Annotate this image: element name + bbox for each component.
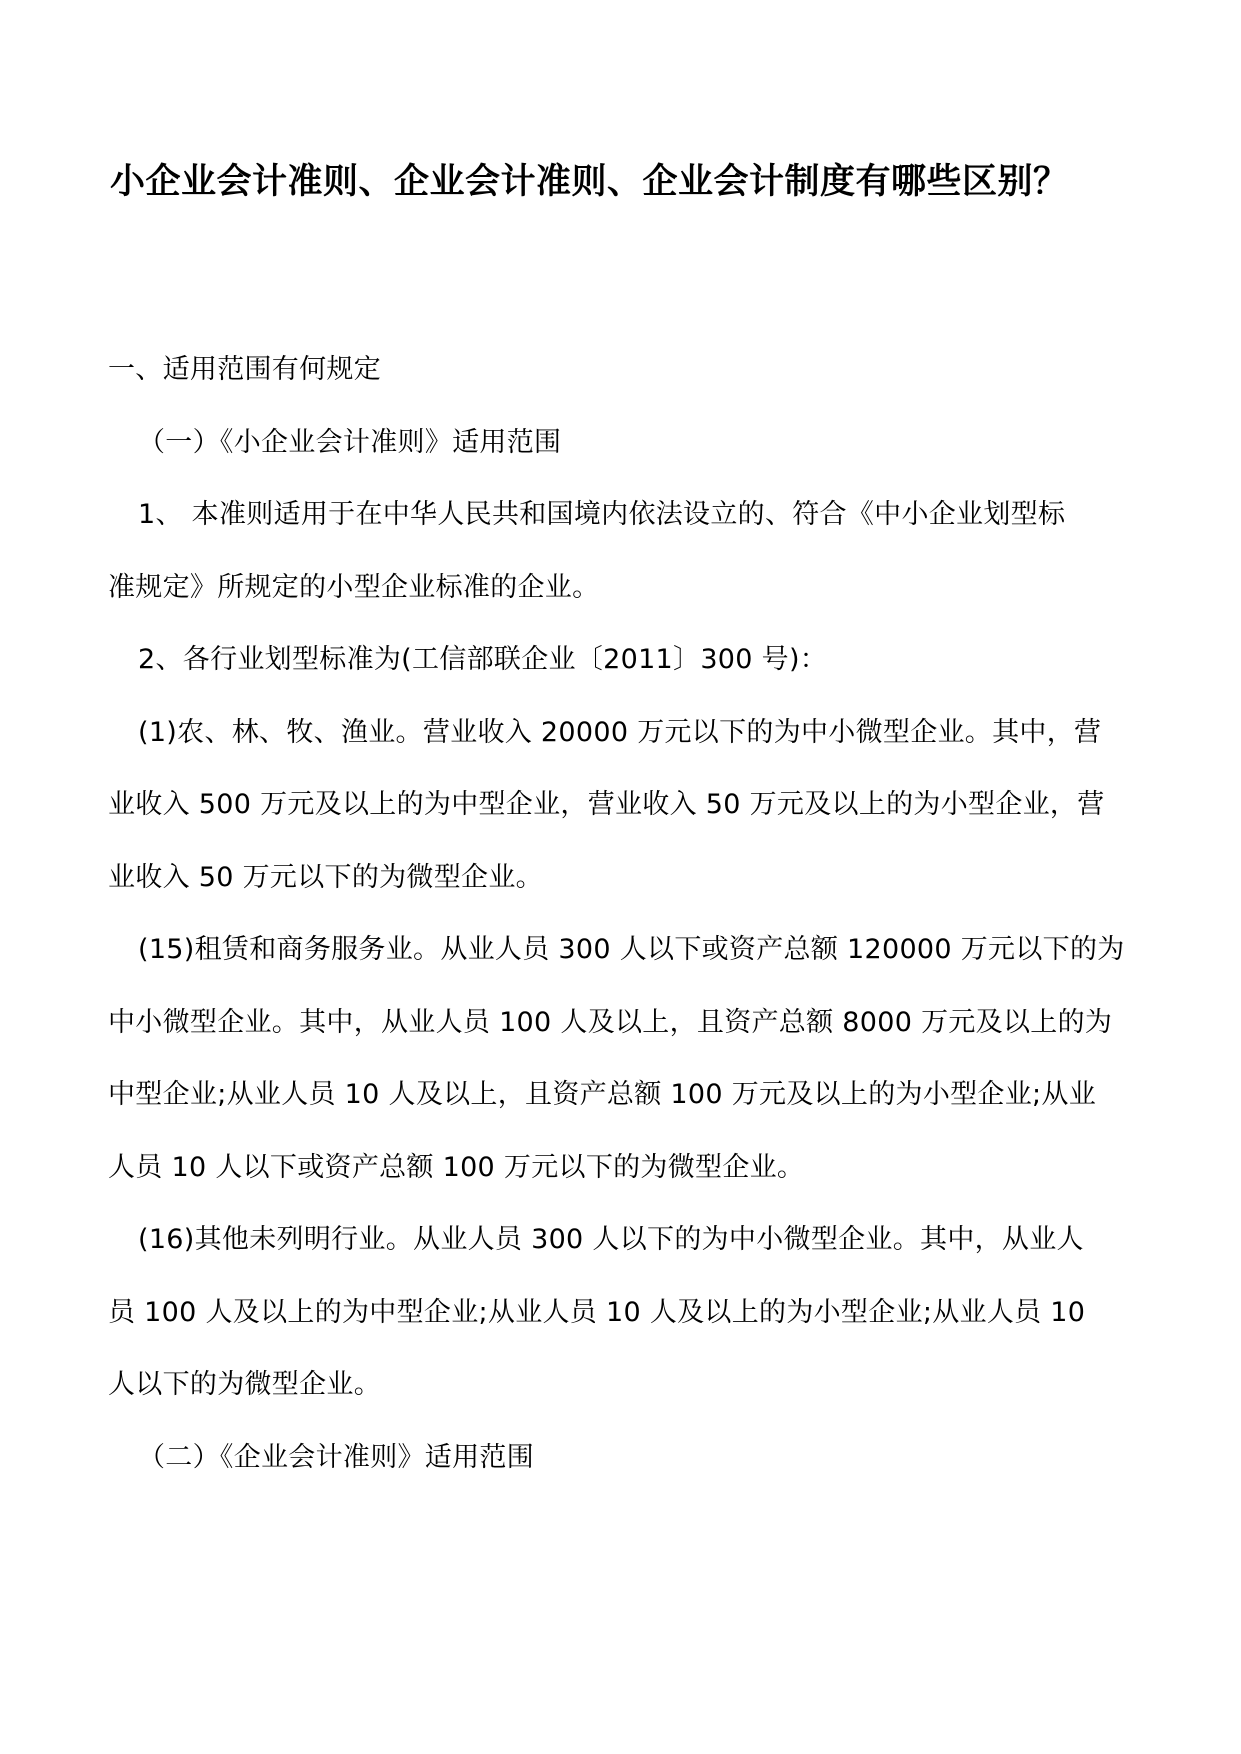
paragraph-line: 准规定》所规定的小型企业标准的企业。 (108, 572, 600, 603)
paragraph-line: (16)其他未列明行业。从业人员 300 人以下的为中小微型企业。其中，从业人 (138, 1224, 1084, 1255)
paragraph-line: 中小微型企业。其中，从业人员 100 人及以上，且资产总额 8000 万元及以上的为 (108, 1007, 1113, 1038)
paragraph-line: 中型企业;从业人员 10 人及以上，且资产总额 100 万元及以上的为小型企业;从业 (108, 1079, 1097, 1110)
paragraph-line: 人以下的为微型企业。 (108, 1369, 381, 1400)
subsection-heading-2: （二）《企业会计准则》适用范围 (138, 1442, 534, 1473)
document-title: 小企业会计准则、企业会计准则、企业会计制度有哪些区别？ (110, 161, 1069, 202)
subsection-heading-1: （一）《小企业会计准则》适用范围 (138, 427, 562, 458)
paragraph-line: (1)农、林、牧、渔业。营业收入 20000 万元以下的为中小微型企业。其中，营 (138, 717, 1102, 748)
paragraph-line: 人员 10 人以下或资产总额 100 万元以下的为微型企业。 (108, 1152, 805, 1183)
paragraph-line: 1、 本准则适用于在中华人民共和国境内依法设立的、符合《中小企业划型标 (138, 499, 1066, 530)
paragraph-line: 业收入 50 万元以下的为微型企业。 (108, 862, 543, 893)
section-heading-1: 一、适用范围有何规定 (108, 354, 381, 385)
paragraph-line: 员 100 人及以上的为中型企业;从业人员 10 人及以上的为小型企业;从业人员 10 (108, 1297, 1086, 1328)
paragraph-line: 2、各行业划型标准为(工信部联企业〔2011〕300 号)： (138, 644, 828, 675)
paragraph-line: 业收入 500 万元及以上的为中型企业，营业收入 50 万元及以上的为小型企业，营 (108, 789, 1105, 820)
paragraph-line: (15)租赁和商务服务业。从业人员 300 人以下或资产总额 120000 万元以下的为 (138, 934, 1125, 965)
